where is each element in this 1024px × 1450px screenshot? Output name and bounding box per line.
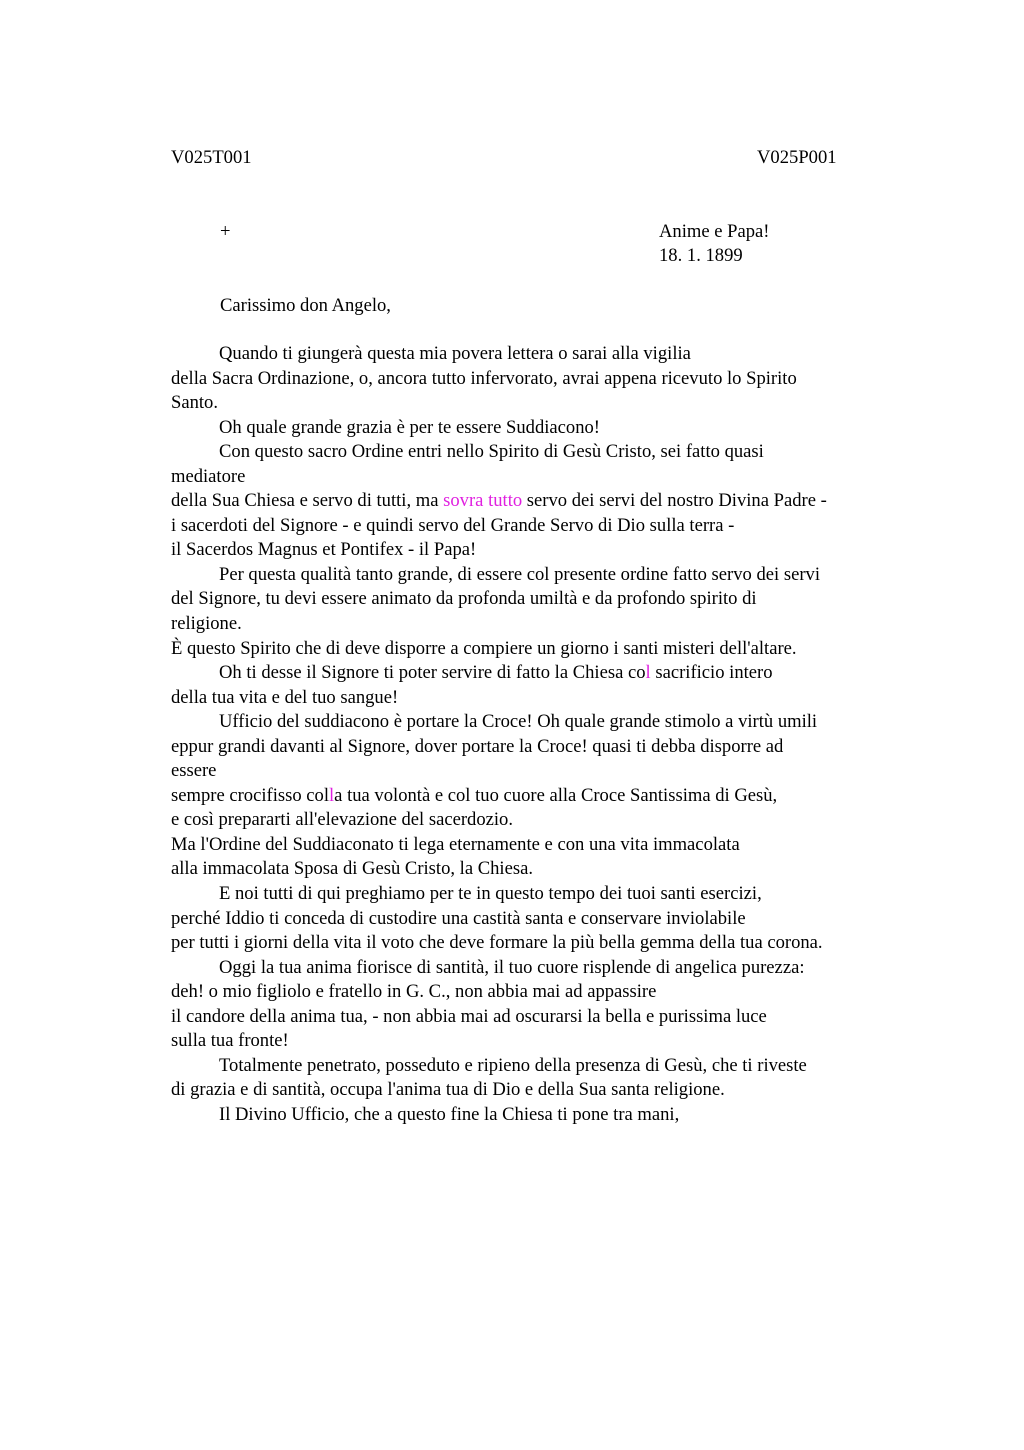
letter-line: Oggi la tua anima fiorisce di santità, il tuo cuore risplende di angelica purezza: — [219, 956, 805, 978]
letter-line: Oh quale grande grazia è per te essere Suddiacono! — [219, 416, 600, 438]
letter-line: di grazia e di santità, occupa l'anima tua di Dio e della Sua santa religione. — [171, 1079, 725, 1101]
letter-line: eppur grandi davanti al Signore, dover portare la Croce! quasi ti debba disporre ad — [171, 735, 784, 757]
letter-line: Ufficio del suddiacono è portare la Croce! Oh quale grande stimolo a virtù umili — [219, 711, 818, 733]
line-segment: sempre crocifisso col — [171, 784, 329, 806]
letter-date: 18. 1. 1899 — [659, 245, 743, 266]
letter-line: e così prepararti all'elevazione del sacerdozio. — [171, 809, 513, 831]
letter-line: E noi tutti di qui preghiamo per te in questo tempo dei tuoi santi esercizi, — [219, 883, 762, 905]
letter-line: religione. — [171, 613, 242, 635]
letter-line: Totalmente penetrato, posseduto e ripieno della presenza di Gesù, che ti riveste — [219, 1054, 807, 1076]
letter-line: Quando ti giungerà questa mia povera lettera o sarai alla vigilia — [219, 343, 691, 364]
letter-line: È questo Spirito che di deve disporre a compiere un giorno i santi misteri dell'altare. — [171, 637, 797, 659]
line-segment: a tua volontà e col tuo cuore alla Croce Santissima di Gesù, — [334, 784, 778, 806]
letter-line: della tua vita e del tuo sangue! — [171, 686, 399, 708]
letter-line: Ma l'Ordine del Suddiaconato ti lega eternamente e con una vita immacolata — [171, 833, 740, 855]
letter-line: il Sacerdos Magnus et Pontifex - il Papa! — [171, 539, 477, 561]
letter-line — [171, 489, 916, 514]
letter-line: i sacerdoti del Signore - e quindi servo del Grande Servo di Dio sulla terra - — [171, 514, 735, 536]
letter-line: deh! o mio figliolo e fratello in G. C., non abbia mai ad appassire — [171, 981, 657, 1003]
motto: Anime e Papa! — [659, 221, 770, 242]
line-segment: della Sua Chiesa e servo di tutti, ma — [171, 490, 444, 512]
line-segment: sacrificio intero — [650, 662, 773, 684]
letter-line: del Signore, tu devi essere animato da profonda umiltà e da profondo spirito di — [171, 588, 757, 610]
letter-line: Per questa qualità tanto grande, di essere col presente ordine fatto servo dei servi — [219, 563, 820, 585]
letter-line: Il Divino Ufficio, che a questo fine la Chiesa ti pone tra mani, — [219, 1103, 680, 1125]
letter-line: perché Iddio ti conceda di custodire una castità santa e conservare inviolabile — [171, 907, 746, 929]
letter-line: il candore della anima tua, - non abbia mai ad oscurarsi la bella e purissima luce — [171, 1005, 767, 1027]
letter-body — [171, 342, 916, 1128]
letter-line: Con questo sacro Ordine entri nello Spirito di Gesù Cristo, sei fatto quasi — [219, 441, 764, 463]
letter-line — [171, 784, 916, 809]
letter-line: sulla tua fronte! — [171, 1030, 289, 1052]
cross-symbol: + — [220, 221, 231, 242]
line-segment: servo dei servi del nostro Divina Padre - — [522, 490, 827, 512]
letter-line: per tutti i giorni della vita il voto che deve formare la più bella gemma della tua corona. — [171, 932, 823, 954]
letter-line: della Sacra Ordinazione, o, ancora tutto infervorato, avrai appena ricevuto lo Spirito — [171, 367, 797, 389]
highlighted-text: l — [329, 784, 335, 806]
highlighted-text: l — [645, 662, 651, 684]
letter-line: alla immacolata Sposa di Gesù Cristo, la Chiesa. — [171, 858, 533, 880]
letter-line: Santo. — [171, 392, 219, 414]
letter-line: essere — [171, 760, 217, 782]
salutation: Carissimo don Angelo, — [220, 295, 391, 316]
letter-line: mediatore — [171, 465, 246, 487]
letter-line — [171, 661, 916, 686]
line-segment: Oh ti desse il Signore ti poter servire di fatto la Chiesa co — [219, 662, 646, 684]
header-right-code: V025P001 — [757, 147, 837, 168]
highlighted-text: sovra tutto — [443, 490, 523, 512]
header-left-code: V025T001 — [171, 147, 252, 168]
